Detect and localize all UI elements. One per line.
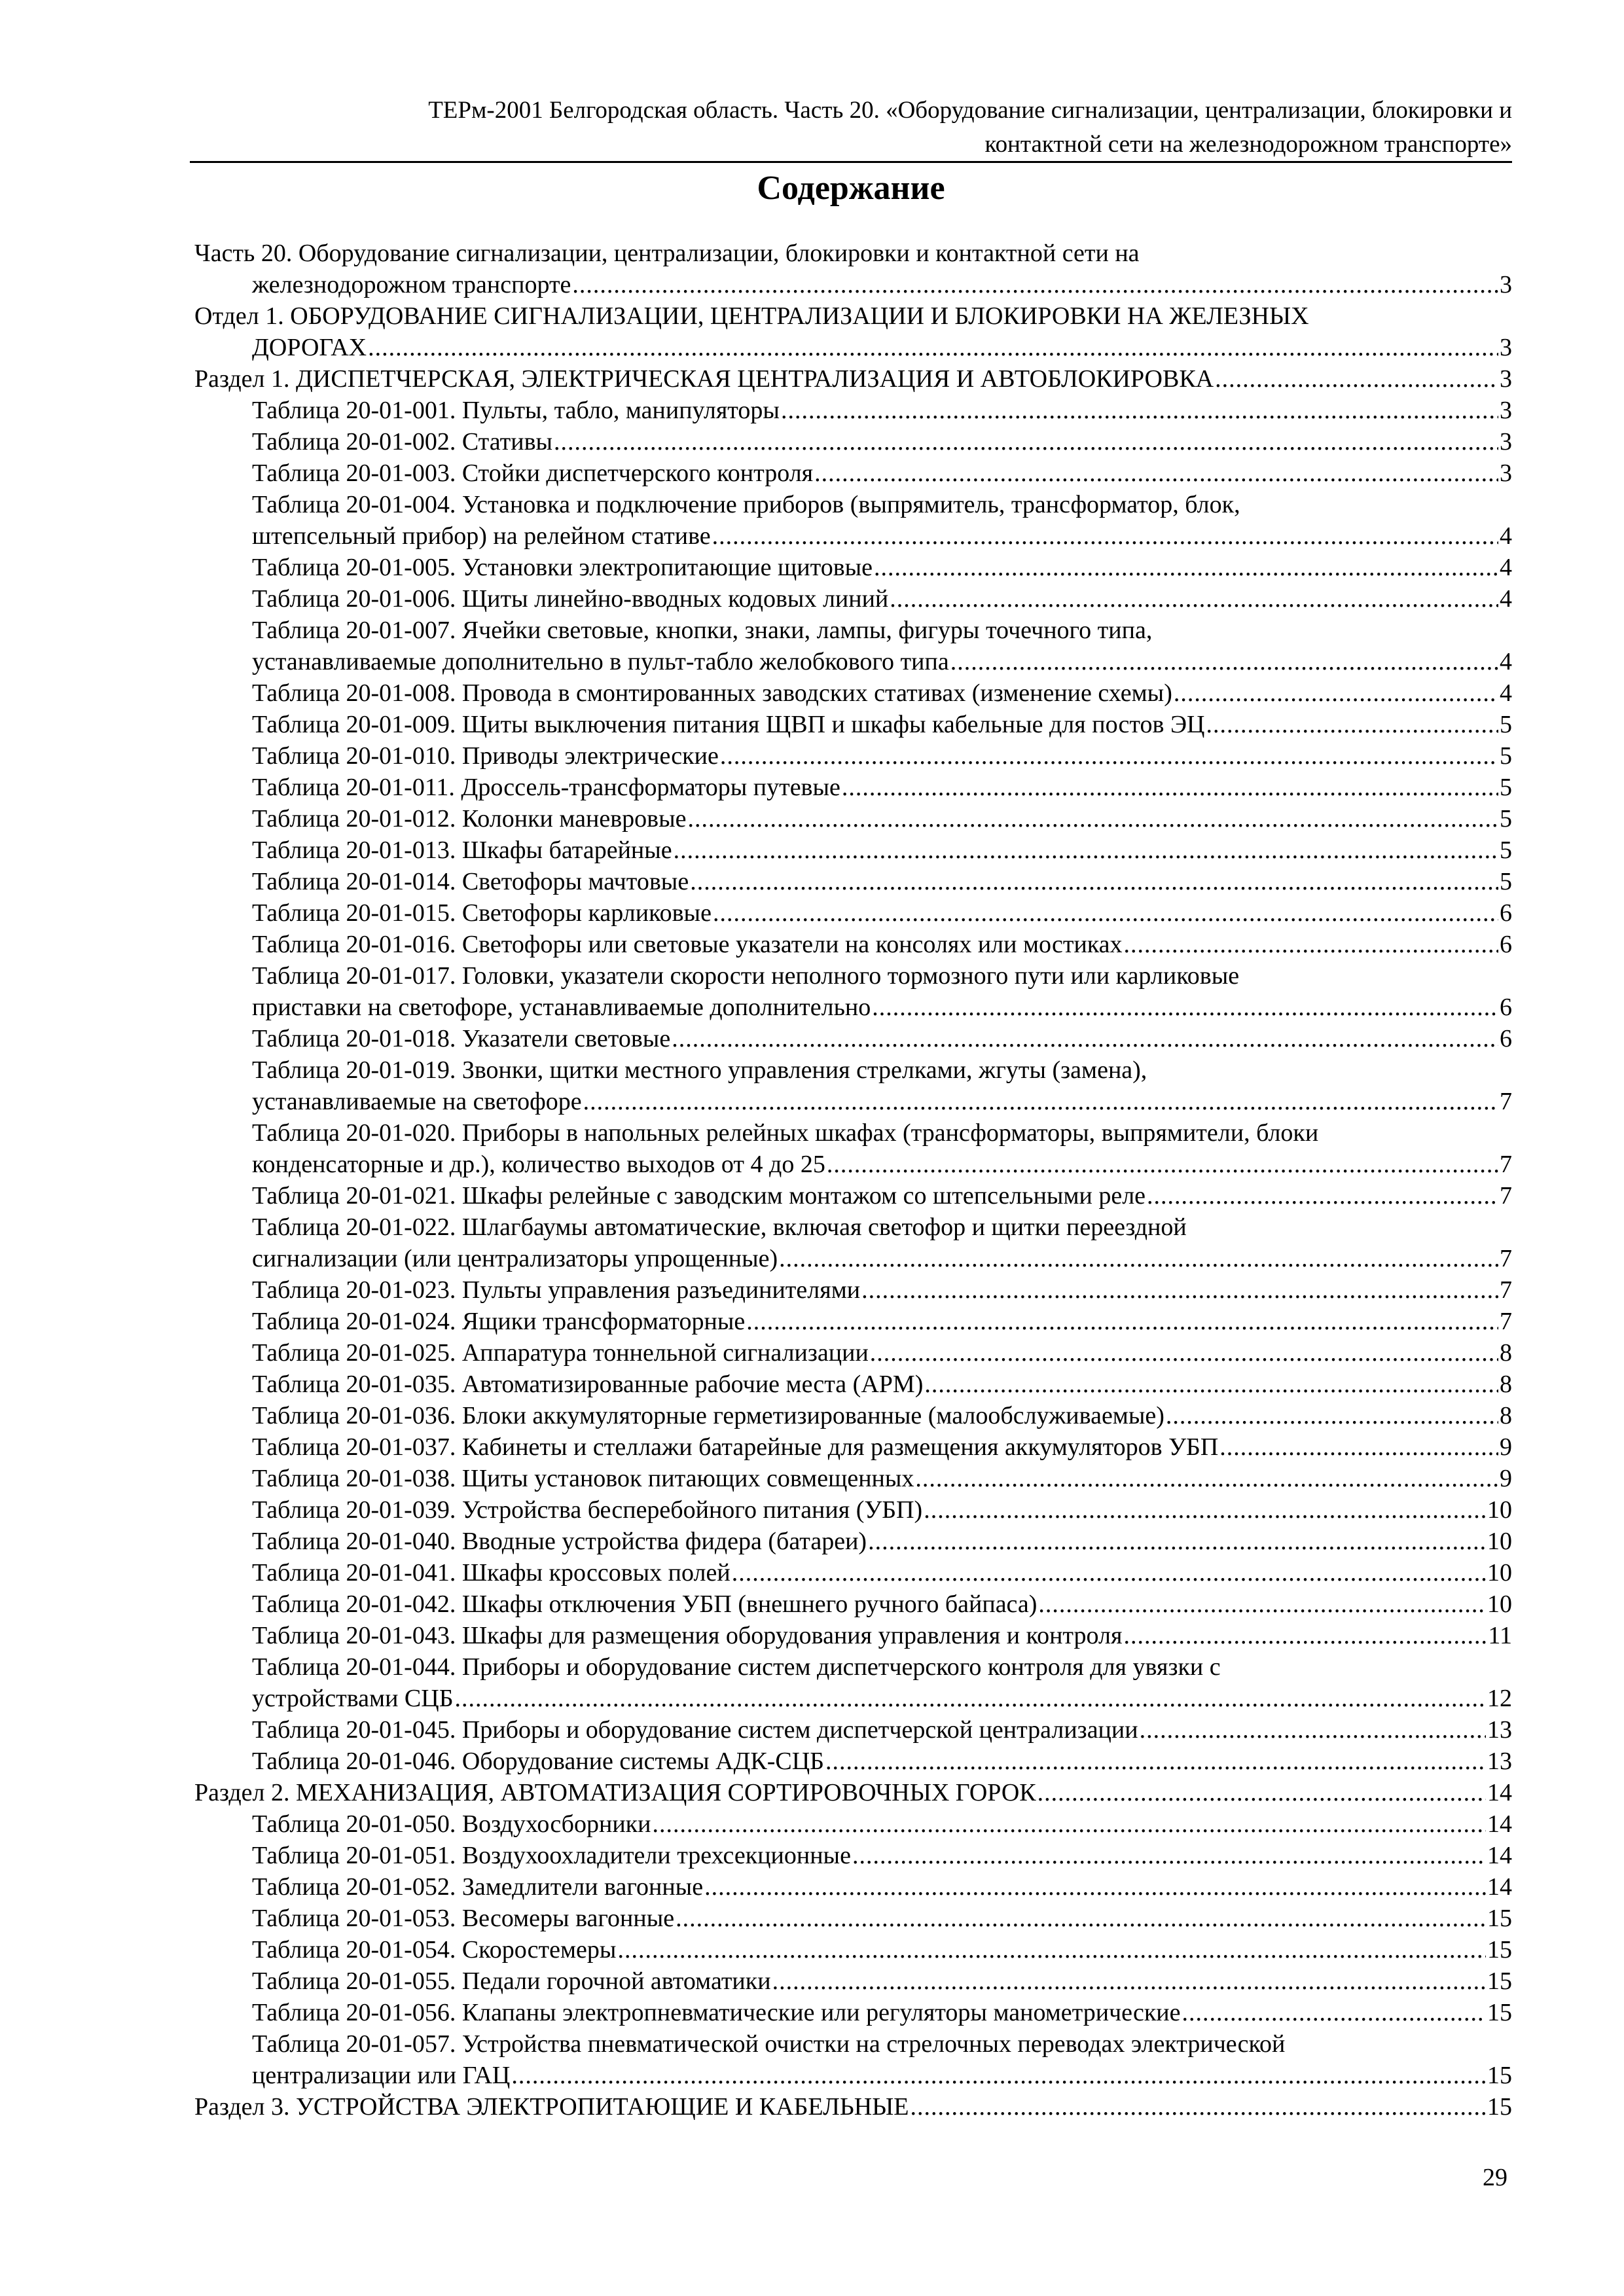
toc-entry-line <box>252 1054 1512 1086</box>
toc-entry-text: Таблица 20-01-041. Шкафы кроссовых полей <box>252 1559 731 1587</box>
toc-entry-text: Таблица 20-01-039. Устройства бесперебойного питания (УБП) <box>252 1496 923 1524</box>
toc-dot-leader <box>924 1369 1498 1400</box>
toc-entry-line <box>194 2091 1512 2123</box>
toc-entry-line <box>252 426 1512 457</box>
toc-entry-line <box>252 1306 1512 1337</box>
toc-entry-line <box>252 1526 1512 1557</box>
toc-dot-leader <box>911 2091 1487 2123</box>
toc-entry-text: Таблица 20-01-051. Воздухоохладители трехсекционные <box>252 1842 851 1869</box>
toc-page-number: 9 <box>1500 1433 1512 1461</box>
toc-entry-line <box>252 552 1512 583</box>
toc-entry-text: Таблица 20-01-019. Звонки, щитки местного управления стрелками, жгуты (замена), <box>252 1056 1147 1084</box>
toc-entry-line <box>252 929 1512 960</box>
toc-entry-line <box>252 1651 1512 1683</box>
toc-entry-text: Таблица 20-01-040. Вводные устройства фидера (батареи) <box>252 1528 867 1555</box>
toc-entry-text: Таблица 20-01-008. Провода в смонтированных заводских стативах (изменение схемы) <box>252 679 1172 707</box>
toc-entry-line <box>252 1683 1512 1714</box>
toc-dot-leader <box>825 1746 1486 1777</box>
toc-entry-table[interactable] <box>194 1526 1512 1557</box>
toc-entry-table[interactable] <box>194 677 1512 709</box>
toc-entry-line <box>252 1620 1512 1651</box>
toc-dot-leader <box>720 740 1498 772</box>
toc-entry-table[interactable] <box>194 1588 1512 1620</box>
toc-entry-line <box>252 677 1512 709</box>
toc-entry-text: Таблица 20-01-038. Щиты установок питающих совмещенных <box>252 1465 914 1492</box>
toc-entry-text: устройствами СЦБ <box>252 1685 454 1712</box>
toc-dot-leader <box>704 1871 1486 1903</box>
toc-entry-line <box>252 992 1512 1023</box>
toc-entry-table[interactable] <box>194 740 1512 772</box>
toc-dot-leader <box>852 1840 1486 1871</box>
toc-entry-line <box>252 1714 1512 1746</box>
toc-entry-line <box>252 1400 1512 1431</box>
toc-entry-text: Таблица 20-01-037. Кабинеты и стеллажи батарейные для размещения аккумуляторов УБП <box>252 1433 1219 1461</box>
toc-entry-line <box>252 1746 1512 1777</box>
toc-entry-line <box>252 1965 1512 1997</box>
toc-page-number: 7 <box>1500 1151 1512 1178</box>
toc-entry-line <box>252 1997 1512 2028</box>
toc-entry-table[interactable] <box>194 1400 1512 1431</box>
toc-entry-line <box>252 1588 1512 1620</box>
toc-entry-table[interactable] <box>194 1620 1512 1651</box>
toc-entry-section[interactable] <box>194 300 1512 363</box>
toc-entry-table[interactable] <box>194 552 1512 583</box>
toc-dot-leader <box>1174 677 1498 709</box>
toc-page-number: 15 <box>1487 1905 1512 1932</box>
toc-dot-leader <box>915 1463 1498 1494</box>
table-of-contents <box>194 238 1512 2123</box>
toc-entry-line <box>252 1903 1512 1934</box>
toc-entry-table[interactable] <box>194 457 1512 489</box>
toc-entry-line <box>252 1431 1512 1463</box>
toc-entry-table[interactable] <box>194 834 1512 866</box>
toc-entry-table[interactable] <box>194 1557 1512 1588</box>
toc-entry-text: Таблица 20-01-021. Шкафы релейные с заводским монтажом со штепсельными реле <box>252 1182 1146 1210</box>
toc-page-number: 4 <box>1500 554 1512 581</box>
toc-entry-line <box>252 1274 1512 1306</box>
toc-entry-table[interactable] <box>194 1117 1512 1180</box>
toc-entry-line <box>252 1463 1512 1494</box>
toc-page-number: 6 <box>1500 899 1512 927</box>
toc-entry-line <box>252 866 1512 897</box>
toc-entry-text: Таблица 20-01-056. Клапаны электропневматические или регуляторы манометрические <box>252 1999 1181 2026</box>
toc-entry-table[interactable] <box>194 1965 1512 1997</box>
toc-entry-line <box>252 2028 1512 2060</box>
toc-entry-text: Таблица 20-01-017. Головки, указатели скорости неполного тормозного пути или карликовые <box>252 962 1240 990</box>
toc-entry-line <box>194 332 1512 363</box>
toc-entry-line <box>252 395 1512 426</box>
toc-entry-line <box>252 1337 1512 1369</box>
toc-entry-table[interactable] <box>194 1211 1512 1274</box>
toc-page-number: 6 <box>1500 931 1512 958</box>
toc-page-number: 15 <box>1487 1967 1512 1995</box>
toc-entry-text: Таблица 20-01-001. Пульты, табло, манипуляторы <box>252 397 780 424</box>
toc-entry-text: Таблица 20-01-007. Ячейки световые, кнопки, знаки, лампы, фигуры точечного типа, <box>252 617 1153 644</box>
toc-dot-leader <box>1123 1620 1487 1651</box>
toc-entry-text: сигнализации (или централизаторы упрощенные) <box>252 1245 778 1272</box>
toc-entry-table[interactable] <box>194 615 1512 677</box>
toc-page-number: 14 <box>1487 1842 1512 1869</box>
toc-page-number: 10 <box>1487 1528 1512 1555</box>
toc-page-number: 5 <box>1500 711 1512 738</box>
toc-entry-line <box>252 489 1512 520</box>
toc-entry-line <box>252 1023 1512 1054</box>
toc-entry-line <box>252 1557 1512 1588</box>
toc-page-number: 15 <box>1487 2093 1512 2121</box>
toc-entry-line <box>252 1808 1512 1840</box>
toc-entry-text: устанавливаемые на светофоре <box>252 1088 582 1115</box>
toc-entry-text: железнодорожном транспорте <box>252 271 571 298</box>
toc-dot-leader <box>1038 1777 1486 1808</box>
toc-entry-table[interactable] <box>194 1808 1512 1840</box>
toc-entry-line <box>252 615 1512 646</box>
toc-entry-line <box>252 772 1512 803</box>
toc-entry-text: Таблица 20-01-044. Приборы и оборудование систем диспетчерского контроля для увязки с <box>252 1653 1221 1681</box>
toc-entry-line <box>252 1934 1512 1965</box>
toc-entry-text: Таблица 20-01-006. Щиты линейно-вводных кодовых линий <box>252 585 889 613</box>
toc-dot-leader <box>924 1494 1486 1526</box>
toc-dot-leader <box>861 1274 1498 1306</box>
toc-page-number: 14 <box>1487 1873 1512 1901</box>
toc-entry-table[interactable] <box>194 1023 1512 1054</box>
toc-page-number: 8 <box>1500 1402 1512 1429</box>
toc-entry-table[interactable] <box>194 1871 1512 1903</box>
toc-page-number: 7 <box>1500 1276 1512 1304</box>
toc-entry-table[interactable] <box>194 2028 1512 2091</box>
toc-dot-leader <box>688 803 1498 834</box>
toc-entry-line <box>252 803 1512 834</box>
toc-entry-table[interactable] <box>194 583 1512 615</box>
toc-page-number: 5 <box>1500 742 1512 770</box>
toc-page-number: 4 <box>1500 648 1512 675</box>
toc-entry-line <box>252 1211 1512 1243</box>
toc-dot-leader <box>950 646 1498 677</box>
toc-entry-section[interactable] <box>194 1777 1512 1808</box>
toc-page-number: 14 <box>1487 1779 1512 1806</box>
toc-entry-line <box>252 520 1512 552</box>
toc-page-number: 5 <box>1500 774 1512 801</box>
toc-page-number: 8 <box>1500 1339 1512 1367</box>
toc-entry-line <box>194 300 1512 332</box>
toc-dot-leader <box>1219 1431 1498 1463</box>
toc-dot-leader <box>1166 1400 1498 1431</box>
toc-dot-leader <box>1215 363 1498 395</box>
toc-entry-line <box>252 1840 1512 1871</box>
toc-dot-leader <box>870 1337 1498 1369</box>
toc-entry-line <box>252 1369 1512 1400</box>
toc-entry-text: Часть 20. Оборудование сигнализации, централизации, блокировки и контактной сети на <box>194 240 1140 267</box>
toc-page-number: 9 <box>1500 1465 1512 1492</box>
toc-page-number: 12 <box>1487 1685 1512 1712</box>
toc-entry-text: Таблица 20-01-009. Щиты выключения питания ЩВП и шкафы кабельные для постов ЭЦ <box>252 711 1205 738</box>
toc-entry-text: устанавливаемые дополнительно в пульт-табло желобкового типа <box>252 648 949 675</box>
toc-entry-table[interactable] <box>194 866 1512 897</box>
toc-dot-leader <box>872 992 1498 1023</box>
toc-entry-text: Таблица 20-01-013. Шкафы батарейные <box>252 836 672 864</box>
toc-entry-text: Таблица 20-01-042. Шкафы отключения УБП (внешнего ручного байпаса) <box>252 1590 1038 1618</box>
toc-entry-table[interactable] <box>194 1651 1512 1714</box>
toc-entry-table[interactable] <box>194 929 1512 960</box>
toc-dot-leader <box>713 897 1498 929</box>
toc-page-number: 10 <box>1487 1496 1512 1524</box>
toc-page-number: 5 <box>1500 805 1512 833</box>
toc-entry-text: штепсельный прибор) на релейном стативе <box>252 522 711 550</box>
toc-entry-text: Таблица 20-01-052. Замедлители вагонные <box>252 1873 704 1901</box>
toc-entry-text: Таблица 20-01-003. Стойки диспетчерского контроля <box>252 459 814 487</box>
toc-entry-table[interactable] <box>194 1463 1512 1494</box>
toc-entry-table[interactable] <box>194 803 1512 834</box>
toc-page-number: 4 <box>1500 585 1512 613</box>
toc-page-number: 3 <box>1500 397 1512 424</box>
toc-entry-text: Таблица 20-01-018. Указатели световые <box>252 1025 671 1052</box>
toc-page-number: 3 <box>1500 271 1512 298</box>
toc-entry-text: Таблица 20-01-024. Ящики трансформаторные <box>252 1308 746 1335</box>
toc-entry-text: Таблица 20-01-054. Скоростемеры <box>252 1936 617 1964</box>
toc-dot-leader <box>554 426 1498 457</box>
toc-entry-section[interactable] <box>194 238 1512 300</box>
toc-page-number: 15 <box>1487 2062 1512 2089</box>
toc-entry-table[interactable] <box>194 772 1512 803</box>
toc-entry-table[interactable] <box>194 426 1512 457</box>
toc-page-number: 4 <box>1500 522 1512 550</box>
toc-entry-table[interactable] <box>194 1746 1512 1777</box>
toc-entry-table[interactable] <box>194 960 1512 1023</box>
toc-entry-table[interactable] <box>194 1369 1512 1400</box>
toc-page-number: 3 <box>1500 428 1512 456</box>
toc-entry-text: Раздел 3. УСТРОЙСТВА ЭЛЕКТРОПИТАЮЩИЕ И КАБЕЛЬНЫЕ <box>194 2093 909 2121</box>
toc-entry-line <box>252 960 1512 992</box>
toc-entry-table[interactable] <box>194 897 1512 929</box>
toc-page-number: 5 <box>1500 836 1512 864</box>
toc-entry-line <box>252 1871 1512 1903</box>
toc-entry-table[interactable] <box>194 1840 1512 1871</box>
toc-page-number: 7 <box>1500 1308 1512 1335</box>
toc-page-number: 6 <box>1500 1025 1512 1052</box>
toc-entry-text: Таблица 20-01-053. Весомеры вагонные <box>252 1905 675 1932</box>
toc-entry-text: Таблица 20-01-025. Аппаратура тоннельной сигнализации <box>252 1339 869 1367</box>
toc-dot-leader <box>617 1934 1486 1965</box>
toc-entry-table[interactable] <box>194 1903 1512 1934</box>
toc-entry-text: централизации или ГАЦ <box>252 2062 511 2089</box>
toc-entry-table[interactable] <box>194 1714 1512 1746</box>
toc-dot-leader <box>455 1683 1486 1714</box>
toc-entry-table[interactable] <box>194 1997 1512 2028</box>
toc-entry-table[interactable] <box>194 395 1512 426</box>
toc-entry-section[interactable] <box>194 2091 1512 2123</box>
toc-dot-leader <box>712 520 1498 552</box>
toc-page-number: 4 <box>1500 679 1512 707</box>
toc-dot-leader <box>652 1808 1486 1840</box>
toc-entry-text: Таблица 20-01-050. Воздухосборники <box>252 1810 651 1838</box>
toc-page-number: 10 <box>1487 1590 1512 1618</box>
toc-dot-leader <box>368 332 1498 363</box>
toc-entry-section[interactable] <box>194 363 1512 395</box>
toc-entry-text: Раздел 2. МЕХАНИЗАЦИЯ, АВТОМАТИЗАЦИЯ СОРТИРОВОЧНЫХ ГОРОК <box>194 1779 1036 1806</box>
toc-entry-table[interactable] <box>194 1180 1512 1211</box>
toc-entry-text: Таблица 20-01-002. Стативы <box>252 428 553 456</box>
toc-entry-text: Таблица 20-01-005. Установки электропитающие щитовые <box>252 554 873 581</box>
toc-entry-table[interactable] <box>194 1337 1512 1369</box>
toc-entry-line <box>252 1117 1512 1149</box>
page-number: 29 <box>1483 2164 1507 2191</box>
toc-entry-text: ДОРОГАХ <box>252 334 367 361</box>
toc-entry-text: Таблица 20-01-015. Светофоры карликовые <box>252 899 712 927</box>
toc-entry-line <box>252 709 1512 740</box>
toc-entry-line <box>252 646 1512 677</box>
toc-dot-leader <box>874 552 1498 583</box>
toc-entry-line <box>194 1777 1512 1808</box>
toc-entry-table[interactable] <box>194 1306 1512 1337</box>
toc-entry-text: Таблица 20-01-045. Приборы и оборудование систем диспетчерской централизации <box>252 1716 1138 1744</box>
toc-entry-text: Таблица 20-01-046. Оборудование системы АДК-СЦБ <box>252 1748 824 1775</box>
toc-dot-leader <box>1124 929 1498 960</box>
toc-entry-text: Таблица 20-01-016. Светофоры или световые указатели на консолях или мостиках <box>252 931 1123 958</box>
toc-entry-line <box>194 269 1512 300</box>
toc-entry-text: Таблица 20-01-004. Установка и подключение приборов (выпрямитель, трансформатор, блок, <box>252 491 1240 518</box>
toc-dot-leader <box>814 457 1498 489</box>
toc-page-number: 14 <box>1487 1810 1512 1838</box>
toc-page-number: 13 <box>1487 1748 1512 1775</box>
toc-entry-table[interactable] <box>194 1274 1512 1306</box>
toc-page-number: 15 <box>1487 1999 1512 2026</box>
toc-entry-line <box>194 363 1512 395</box>
toc-page-number: 3 <box>1500 334 1512 361</box>
toc-dot-leader <box>572 269 1498 300</box>
toc-dot-leader <box>746 1306 1498 1337</box>
toc-entry-text: Таблица 20-01-011. Дроссель-трансформаторы путевые <box>252 774 840 801</box>
toc-dot-leader <box>1182 1997 1487 2028</box>
toc-dot-leader <box>842 772 1498 803</box>
toc-page-number: 3 <box>1500 365 1512 393</box>
toc-dot-leader <box>672 1023 1498 1054</box>
toc-entry-text: Таблица 20-01-036. Блоки аккумуляторные герметизированные (малообслуживаемые) <box>252 1402 1164 1429</box>
toc-entry-line <box>252 1180 1512 1211</box>
toc-dot-leader <box>690 866 1498 897</box>
toc-dot-leader <box>1147 1180 1498 1211</box>
toc-page-number: 8 <box>1500 1371 1512 1398</box>
toc-entry-line <box>252 834 1512 866</box>
toc-entry-text: приставки на светофоре, устанавливаемые дополнительно <box>252 994 871 1021</box>
running-header-line-1: ТЕРм-2001 Белгородская область. Часть 20. «Оборудование сигнализации, централизации, блокировки и <box>428 97 1512 124</box>
toc-entry-line <box>252 1494 1512 1526</box>
toc-entry-text: Раздел 1. ДИСПЕТЧЕРСКАЯ, ЭЛЕКТРИЧЕСКАЯ ЦЕНТРАЛИЗАЦИЯ И АВТОБЛОКИРОВКА <box>194 365 1214 393</box>
toc-entry-table[interactable] <box>194 1934 1512 1965</box>
toc-dot-leader <box>1206 709 1498 740</box>
toc-page-number: 10 <box>1487 1559 1512 1587</box>
toc-dot-leader <box>732 1557 1486 1588</box>
toc-entry-text: Таблица 20-01-043. Шкафы для размещения оборудования управления и контроля <box>252 1622 1123 1649</box>
toc-page-number: 7 <box>1500 1245 1512 1272</box>
toc-entry-text: Таблица 20-01-010. Приводы электрические <box>252 742 719 770</box>
toc-entry-line <box>252 2060 1512 2091</box>
toc-dot-leader <box>676 1903 1486 1934</box>
toc-entry-table[interactable] <box>194 1054 1512 1117</box>
toc-entry-text: Таблица 20-01-022. Шлагбаумы автоматические, включая светофор и щитки переездной <box>252 1213 1187 1241</box>
toc-entry-line <box>252 897 1512 929</box>
toc-dot-leader <box>772 1965 1486 1997</box>
toc-entry-text: Таблица 20-01-023. Пульты управления разъединителями <box>252 1276 861 1304</box>
toc-dot-leader <box>674 834 1498 866</box>
toc-entry-line <box>252 457 1512 489</box>
toc-entry-table[interactable] <box>194 1494 1512 1526</box>
toc-page-number: 5 <box>1500 868 1512 895</box>
toc-dot-leader <box>827 1149 1498 1180</box>
toc-page-number: 7 <box>1500 1182 1512 1210</box>
page-title: Содержание <box>757 170 945 207</box>
toc-page-number: 13 <box>1487 1716 1512 1744</box>
running-header-line-2: контактной сети на железнодорожном транспорте» <box>984 131 1512 158</box>
toc-dot-leader <box>868 1526 1486 1557</box>
toc-entry-text: Таблица 20-01-012. Колонки маневровые <box>252 805 687 833</box>
toc-page-number: 15 <box>1487 1936 1512 1964</box>
toc-dot-leader <box>1038 1588 1486 1620</box>
toc-dot-leader <box>1140 1714 1486 1746</box>
toc-entry-line <box>252 1243 1512 1274</box>
toc-entry-text: Таблица 20-01-055. Педали горочной автоматики <box>252 1967 771 1995</box>
toc-dot-leader <box>583 1086 1498 1117</box>
toc-page-number: 3 <box>1500 459 1512 487</box>
toc-entry-text: Таблица 20-01-035. Автоматизированные рабочие места (АРМ) <box>252 1371 924 1398</box>
toc-entry-table[interactable] <box>194 1431 1512 1463</box>
toc-entry-text: Таблица 20-01-057. Устройства пневматической очистки на стрелочных переводах электрической <box>252 2030 1286 2058</box>
toc-entry-line <box>252 740 1512 772</box>
toc-page-number: 6 <box>1500 994 1512 1021</box>
toc-entry-line <box>194 238 1512 269</box>
toc-entry-text: Таблица 20-01-020. Приборы в напольных релейных шкафах (трансформаторы, выпрямители, блоки <box>252 1119 1319 1147</box>
toc-entry-text: Таблица 20-01-014. Светофоры мачтовые <box>252 868 689 895</box>
toc-dot-leader <box>890 583 1498 615</box>
toc-page-number: 11 <box>1488 1622 1512 1649</box>
toc-entry-table[interactable] <box>194 709 1512 740</box>
running-header <box>190 94 1512 162</box>
toc-page-number: 7 <box>1500 1088 1512 1115</box>
toc-entry-table[interactable] <box>194 489 1512 552</box>
toc-entry-line <box>252 1086 1512 1117</box>
toc-entry-line <box>252 583 1512 615</box>
toc-dot-leader <box>511 2060 1486 2091</box>
toc-dot-leader <box>781 395 1498 426</box>
toc-entry-text: конденсаторные и др.), количество выходов от 4 до 25 <box>252 1151 825 1178</box>
toc-entry-text: Отдел 1. ОБОРУДОВАНИЕ СИГНАЛИЗАЦИИ, ЦЕНТРАЛИЗАЦИИ И БЛОКИРОВКИ НА ЖЕЛЕЗНЫХ <box>194 302 1309 330</box>
toc-dot-leader <box>779 1243 1498 1274</box>
toc-entry-line <box>252 1149 1512 1180</box>
